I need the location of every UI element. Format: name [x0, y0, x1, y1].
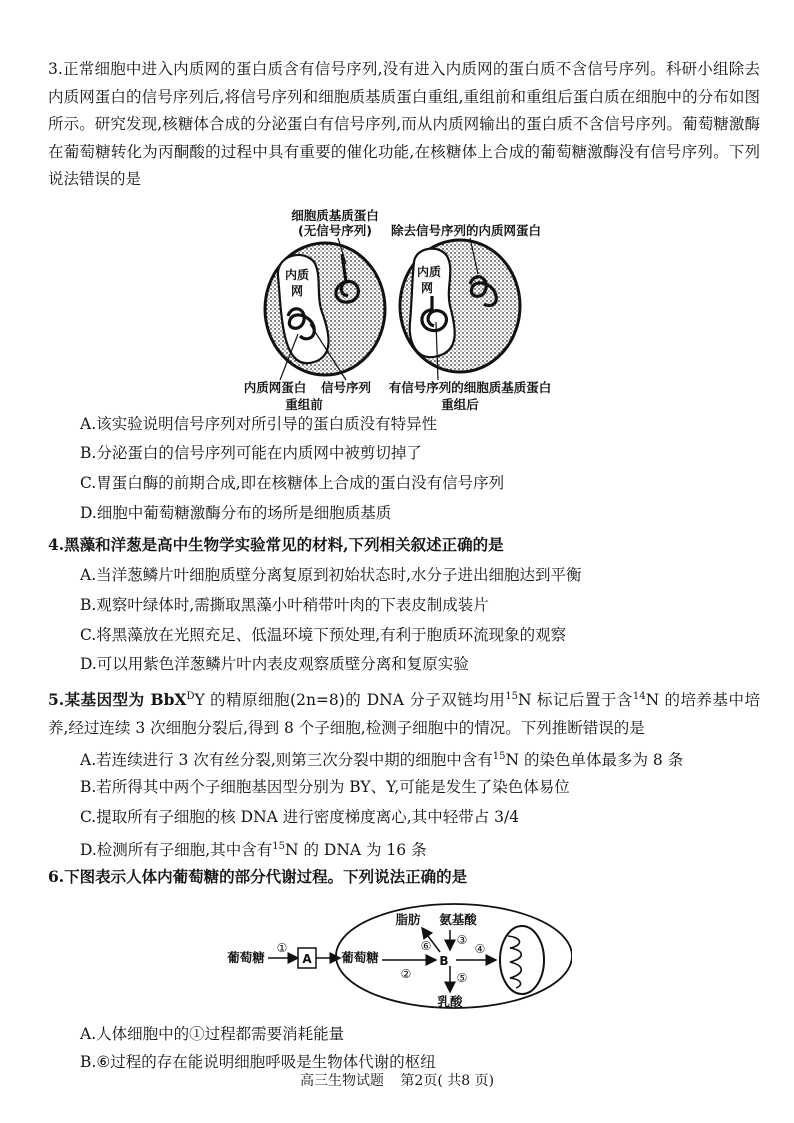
mitochondrion-icon [500, 926, 544, 994]
q4-option-c: C.将黑藻放在光照充足、低温环境下预处理,有利于胞质环流现象的观察 [80, 626, 567, 644]
step-2: ② [400, 967, 412, 981]
node-b: B [439, 954, 449, 968]
page-footer [0, 1070, 794, 1090]
label-signal-seq: 信号序列 [320, 380, 372, 395]
caption-after: 重组后 [441, 397, 479, 412]
q5-option-a: A.若连续进行 3 次有丝分裂,则第三次分裂中期的细胞中含有$^{15}$N 的染色单体最多为 8 条 [80, 751, 684, 770]
q6-figure [222, 900, 572, 1020]
footer-subject: 高三生物试题 [299, 1073, 384, 1089]
label-cytoplasm-protein: 细胞质基质蛋白 [291, 208, 379, 223]
step-1: ① [276, 941, 288, 955]
er-label-after-2: 网 [420, 281, 434, 295]
label-recombined: 有信号序列的细胞质基质蛋白 [388, 380, 552, 395]
footer-page: 第2页( 共8 页) [400, 1073, 495, 1089]
er-label-before: 内质 [284, 268, 310, 282]
q3-option-b: B.分泌蛋白的信号序列可能在内质网中被剪切掉了 [80, 444, 422, 462]
label-er-protein-no-signal: 除去信号序列的内质网蛋白 [390, 223, 542, 238]
glucose-inside: 葡萄糖 [341, 950, 379, 965]
step-3: ③ [456, 933, 468, 947]
fat: 脂肪 [395, 912, 421, 927]
lactate: 乳酸 [437, 994, 463, 1009]
q3-option-a: A.该实验说明信号序列对所引导的蛋白质没有特异性 [80, 415, 438, 433]
q6-option-b: B.⑥过程的存在能说明细胞呼吸是生物体代谢的枢纽 [80, 1053, 436, 1071]
q4-option-b: B.观察叶绿体时,需撕取黑藻小叶稍带叶肉的下表皮制成装片 [80, 596, 489, 614]
label-no-signal: (无信号序列) [298, 223, 372, 238]
q3-figure [238, 204, 568, 414]
q5-stem: 5.某基因型为 BbX$^D$Y 的精原细胞(2n=8)的 DNA 分子双链均用$^{15}$N 标记后置于含$^{14}$N 的培养基中培养,经过连续 3 次细胞分裂后,得到 8 个子细胞,检测子细胞中的情况。下列推断错误的是 [48, 690, 760, 737]
q6-option-a: A.人体细胞中的①过程都需要消耗能量 [80, 1025, 345, 1043]
q3-option-c: C.胃蛋白酶的前期合成,即在核糖体上合成的蛋白没有信号序列 [80, 474, 505, 492]
step-6: ⑥ [420, 939, 432, 953]
step-4: ④ [474, 942, 486, 956]
transporter-a-label: A [302, 952, 312, 966]
step-5: ⑤ [456, 971, 468, 985]
q4-option-d: D.可以用紫色洋葱鳞片叶内表皮观察质壁分离和复原实验 [80, 655, 469, 673]
q3-option-d: D.细胞中葡萄糖激酶分布的场所是细胞质基质 [80, 504, 392, 522]
glucose-outside: 葡萄糖 [227, 950, 265, 965]
q4-stem: 4.黑藻和洋葱是高中生物学实验常见的材料,下列相关叙述正确的是 [48, 535, 504, 554]
caption-before: 重组前 [285, 397, 323, 412]
q5-option-c: C.提取所有子细胞的核 DNA 进行密度梯度离心,其中轻带占 3/4 [80, 808, 520, 826]
er-label-after: 内质 [416, 265, 442, 279]
amino-acid: 氨基酸 [439, 912, 477, 927]
er-label-before-2: 网 [290, 284, 304, 298]
q3-stem: 3.正常细胞中进入内质网的蛋白质含有信号序列,没有进入内质网的蛋白质不含信号序列。科研小组除去内质网蛋白的信号序列后,将信号序列和细胞质基质蛋白重组,重组前和重组后蛋白质在细胞中的分布如图所示。研究发现,核糖体合成的分泌蛋白有信号序列,而从内质网输出的蛋白质不含信号序列。葡萄糖激酶在葡萄糖转化为丙酮酸的过程中具有重要的催化功能,在核糖体上合成的葡萄糖激酶没有信号序列。下列说法错误的是 [48, 60, 760, 188]
q6-stem: 6.下图表示人体内葡萄糖的部分代谢过程。下列说法正确的是 [48, 867, 468, 886]
q4-option-a: A.当洋葱鳞片叶细胞质壁分离复原到初始状态时,水分子进出细胞达到平衡 [80, 566, 582, 584]
q5-option-b: B.若所得其中两个子细胞基因型分别为 BY、Y,可能是发生了染色体易位 [80, 778, 570, 796]
label-er-protein: 内质网蛋白 [243, 380, 307, 395]
q5-option-d: D.检测所有子细胞,其中含有$^{15}$N 的 DNA 为 16 条 [80, 841, 427, 860]
